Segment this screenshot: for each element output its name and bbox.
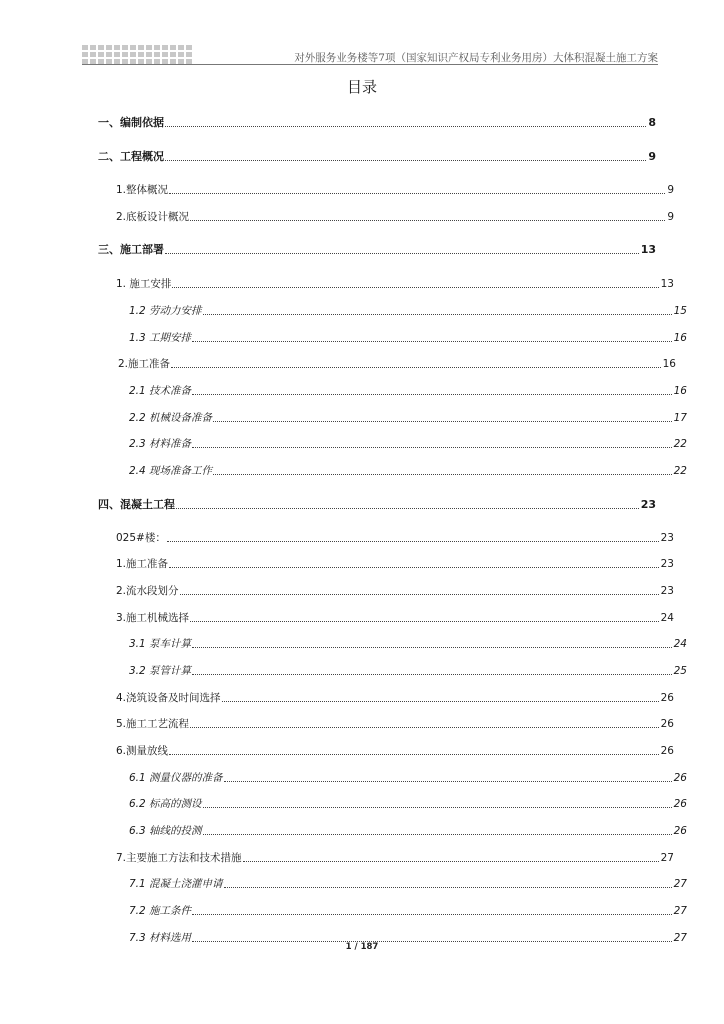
toc-entry[interactable]: 2.1 技术准备 16 <box>129 385 687 397</box>
toc-entry[interactable]: 2.底板设计概况 9 <box>116 211 674 223</box>
toc-entry[interactable]: 四、混凝土工程 23 <box>98 498 656 511</box>
toc-entry[interactable]: 2.2 机械设备准备 17 <box>129 412 687 424</box>
toc-entry[interactable]: 2.流水段划分 23 <box>116 585 674 597</box>
toc-entry[interactable]: 1.2 劳动力安排 15 <box>129 305 687 317</box>
toc-entry[interactable]: 5.施工工艺流程 26 <box>116 718 674 730</box>
toc-entry[interactable]: 1. 施工安排 13 <box>116 278 674 290</box>
toc-entry[interactable]: 6.1 测量仪器的准备 26 <box>129 772 687 784</box>
page-header-title: 对外服务业务楼等7项（国家知识产权局专利业务用房）大体积混凝土施工方案 <box>294 52 658 64</box>
toc-entry[interactable]: 2.3 材料准备 22 <box>129 438 687 450</box>
toc-entry[interactable]: 1.整体概况 9 <box>116 184 674 196</box>
toc-entry[interactable]: 3.2 泵管计算 25 <box>129 665 687 677</box>
toc-entry[interactable]: 2.4 现场准备工作 22 <box>129 465 687 477</box>
header-divider <box>82 64 658 65</box>
toc-entry[interactable]: 1.3 工期安排 16 <box>129 332 687 344</box>
toc-title: 目录 <box>346 78 377 96</box>
toc-entry[interactable]: 7.主要施工方法和技术措施 27 <box>116 852 674 864</box>
toc-entry[interactable]: 025#楼： 23 <box>116 532 674 544</box>
toc-entry[interactable]: 一、编制依据 8 <box>98 116 656 129</box>
toc-entry[interactable]: 6.2 标高的测设 26 <box>129 798 687 810</box>
toc-entry[interactable]: 4.浇筑设备及时间选择 26 <box>116 692 674 704</box>
toc-entry[interactable]: 1.施工准备 23 <box>116 558 674 570</box>
toc-entry[interactable]: 3.施工机械选择 24 <box>116 612 674 624</box>
toc-entry[interactable]: 二、工程概况 9 <box>98 150 656 163</box>
toc-entry[interactable]: 7.1 混凝土浇灌申请 27 <box>129 878 687 890</box>
toc-entry[interactable]: 三、施工部署 13 <box>98 243 656 256</box>
toc-entry[interactable]: 6.3 轴线的投测 26 <box>129 825 687 837</box>
toc-entry[interactable]: 7.2 施工条件 27 <box>129 905 687 917</box>
toc-entry[interactable]: 3.1 泵车计算 24 <box>129 638 687 650</box>
toc-entry[interactable]: 2.施工准备 16 <box>118 358 676 370</box>
page-number: 1 / 187 <box>345 942 379 952</box>
toc-entry[interactable]: 7.3 材料选用 27 <box>129 932 687 944</box>
toc-entry[interactable]: 6.测量放线 26 <box>116 745 674 757</box>
